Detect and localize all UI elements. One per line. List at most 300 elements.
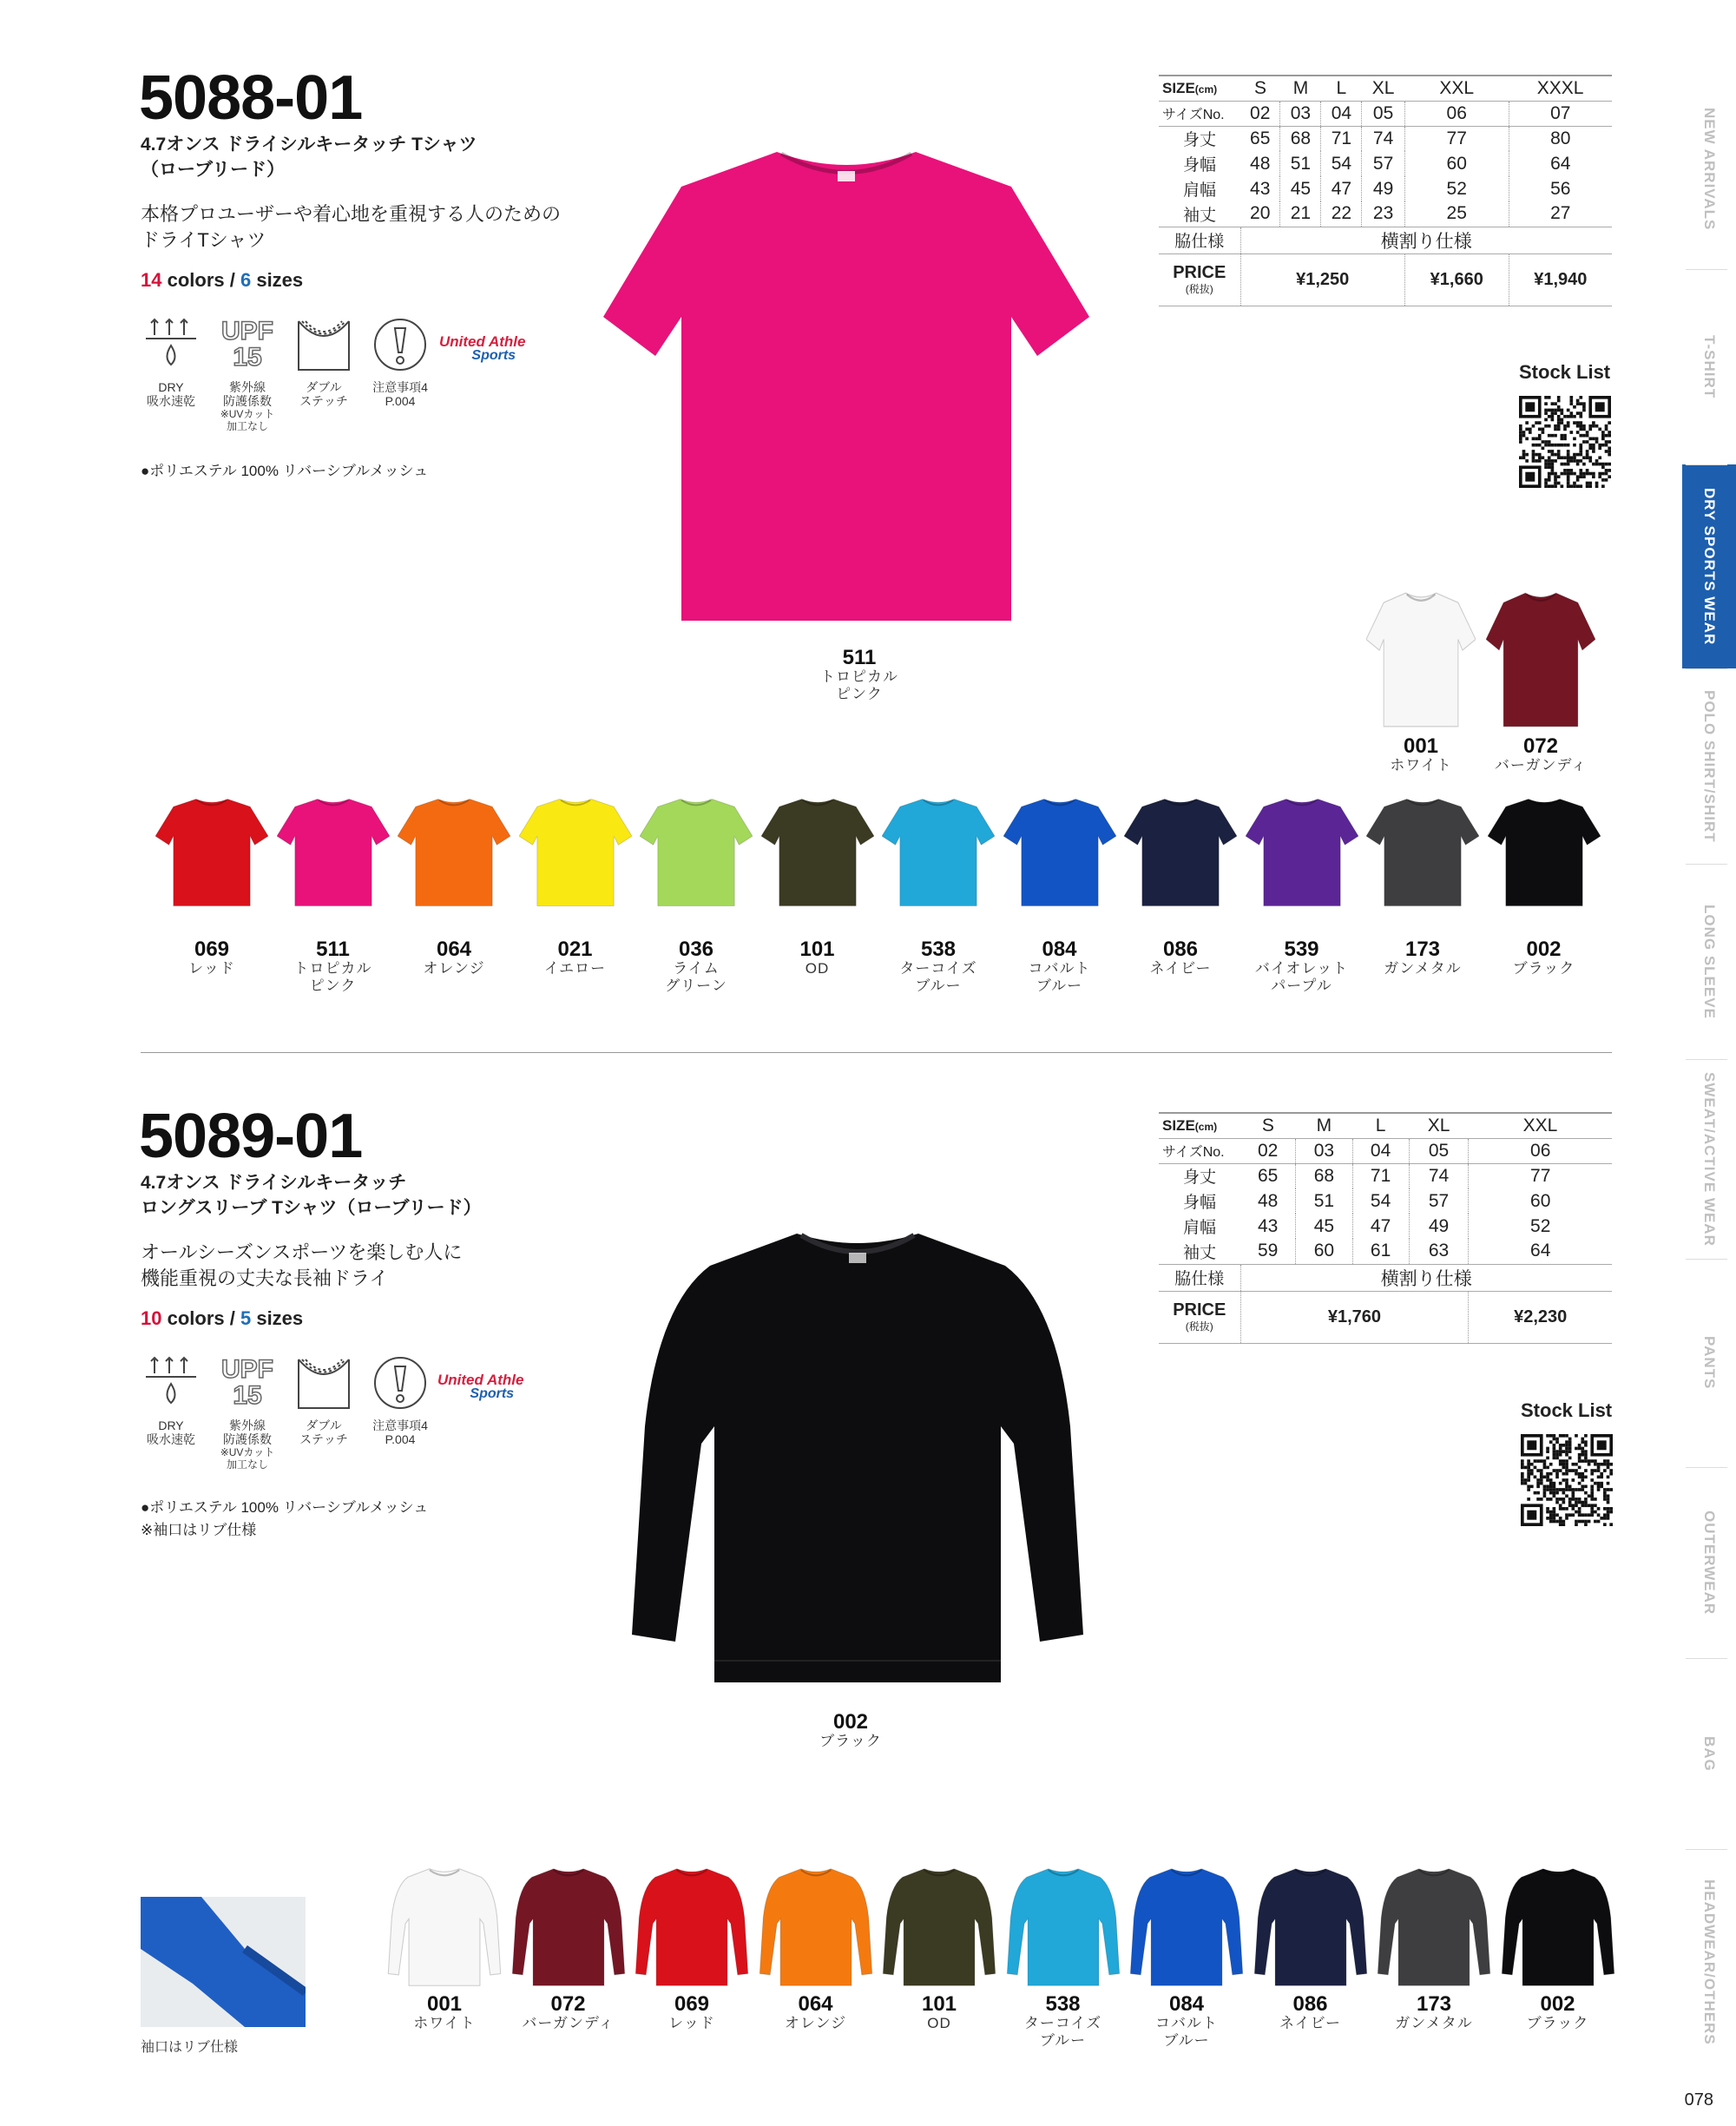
size-number: 02: [1250, 102, 1271, 123]
stock-list-qr-code[interactable]: [1521, 1434, 1613, 1526]
side-nav-label: T-SHIRT: [1701, 334, 1718, 399]
sizes-word: sizes: [251, 269, 304, 291]
main-color-name1: トロピカル: [820, 668, 898, 685]
size-unit: (cm): [1194, 82, 1218, 95]
measure-value: 74: [1409, 1163, 1469, 1188]
swatch-code: 539: [1284, 938, 1319, 961]
measure-value: 22: [1321, 201, 1362, 227]
measure-value: 51: [1280, 151, 1321, 176]
price-value: ¥1,760: [1240, 1291, 1469, 1343]
swatch-label: [1364, 1994, 1503, 2032]
price-label: [1159, 253, 1240, 306]
swatch-color-name: OD: [805, 960, 830, 977]
feature-label: ダブル: [306, 380, 342, 394]
side-nav-item[interactable]: [1682, 1467, 1736, 1658]
feature-double-stitch: [293, 314, 354, 432]
feature-label: P.004: [385, 1432, 416, 1446]
swatch-code: 101: [799, 938, 835, 961]
feature-label: DRY: [158, 1418, 184, 1432]
caution-icon: [370, 1353, 431, 1413]
swatch-color-name: ホワイト: [1390, 757, 1452, 773]
size-number: 03: [1296, 1138, 1352, 1163]
colors-word: colors /: [161, 269, 240, 291]
swatch-label: [1489, 1994, 1628, 2032]
side-nav-label: OUTERWEAR: [1701, 1510, 1718, 1616]
swatch-color-name: バーガンディ: [522, 2015, 615, 2031]
stock-list-label: Stock List: [1519, 361, 1611, 383]
swatch-label: [748, 939, 887, 977]
description-line1: オールシーズンスポーツを楽しむ人に: [141, 1241, 463, 1263]
measure-value: 71: [1321, 126, 1362, 151]
swatch-image[interactable]: [511, 1866, 626, 1992]
swatch-image[interactable]: [155, 797, 268, 912]
measure-value: 68: [1296, 1163, 1352, 1188]
product-name-line1: 4.7オンス ドライシルキータッチ: [141, 1173, 407, 1193]
measure-value: 52: [1469, 1214, 1612, 1239]
measure-label: 袖丈: [1182, 206, 1216, 225]
swatch-image[interactable]: [1124, 797, 1237, 912]
size-unit: (cm): [1194, 1120, 1218, 1133]
side-nav-divider: [1686, 1259, 1727, 1260]
feature-label: 加工なし: [226, 1458, 268, 1471]
swatch-label: [870, 1994, 1009, 2032]
swatch-color-name: レッド: [188, 960, 235, 977]
measure-value: 20: [1250, 203, 1271, 224]
product-description: [141, 201, 561, 253]
swatch-label: [375, 1994, 514, 2032]
brand-logo: [437, 1373, 523, 1401]
swatch-image[interactable]: [1488, 797, 1601, 912]
side-spec-label: 脇仕様: [1174, 233, 1225, 251]
main-product-image: [632, 1227, 1083, 1695]
side-nav-item[interactable]: [1682, 1658, 1736, 1849]
side-nav-divider: [1686, 668, 1727, 669]
measure-label: 身丈: [1182, 1168, 1216, 1188]
swatch-color-name: ブラック: [1526, 2015, 1589, 2031]
colors-sizes-count: [141, 269, 303, 292]
measure-value: 27: [1509, 201, 1612, 227]
feature-dry: [141, 314, 201, 432]
swatch-code: 072: [1522, 734, 1559, 758]
material-line2: ※袖口はリブ仕様: [141, 1522, 257, 1538]
swatch-color-name: バイオレット: [1254, 960, 1349, 977]
side-nav-divider: [1686, 269, 1727, 270]
size-table: [1159, 75, 1612, 306]
feature-label: 吸水速乾: [147, 394, 195, 408]
swatch-image[interactable]: [519, 797, 632, 912]
measure-value: 61: [1352, 1239, 1409, 1264]
upf-value: 15: [233, 1381, 262, 1410]
colors-word: colors /: [161, 1307, 240, 1329]
upf-icon: [217, 314, 278, 375]
side-nav-item[interactable]: [1682, 668, 1736, 864]
swatch-code: 002: [1540, 1992, 1575, 2016]
size-number: 04: [1352, 1138, 1409, 1163]
brand-line2: Sports: [471, 348, 516, 363]
side-nav-item[interactable]: [1682, 1849, 1736, 2075]
swatch-label: [994, 1994, 1133, 2050]
cuff-detail-caption: 袖口はリブ仕様: [141, 2040, 239, 2055]
cuff-detail-image: [141, 1897, 306, 2027]
feature-dry: [141, 1353, 201, 1471]
main-color-label: [781, 648, 937, 703]
swatch-image[interactable]: [387, 1866, 502, 1992]
swatch-label: [142, 939, 281, 977]
swatch-label: [1233, 939, 1371, 995]
swatch-image[interactable]: [882, 1866, 996, 1992]
measure-value: 52: [1404, 176, 1509, 201]
swatch-image[interactable]: [640, 797, 753, 912]
feature-label: 注意事項4: [372, 380, 428, 394]
measure-value: 48: [1257, 1190, 1279, 1211]
main-color-code: 002: [832, 1710, 869, 1734]
product-description: [141, 1240, 462, 1292]
size-xl: XL: [1427, 1115, 1450, 1135]
swatch-code: 086: [1162, 938, 1199, 961]
product-name-line2: ロングスリーブ Tシャツ（ローブリード）: [141, 1198, 482, 1218]
size-s: S: [1253, 77, 1266, 98]
brand-line1: United Athle: [439, 333, 526, 350]
swatch-code: 069: [194, 938, 230, 961]
product-name: [141, 1170, 482, 1221]
measure-value: 57: [1362, 151, 1404, 176]
swatch-label: [746, 1994, 885, 2032]
swatch-color-name: トロピカル: [293, 960, 372, 977]
swatch-color-name2: パープル: [1271, 977, 1332, 994]
size-xxl: XXL: [1439, 77, 1475, 98]
side-nav-item[interactable]: [1682, 1259, 1736, 1467]
feature-label: 防護係数: [223, 394, 272, 408]
side-nav-item[interactable]: [1682, 1059, 1736, 1259]
swatch-image[interactable]: [1129, 1866, 1244, 1992]
double-stitch-icon: [293, 1353, 354, 1413]
swatch-color-name: ホワイト: [413, 2015, 476, 2031]
swatch-label: [1117, 1994, 1256, 2050]
side-nav-item[interactable]: [1682, 69, 1736, 269]
measure-value: 77: [1469, 1163, 1612, 1188]
swatch-code: 173: [1404, 938, 1441, 961]
swatch-code: 538: [1045, 1992, 1081, 2016]
measure-value: 65: [1250, 128, 1271, 148]
size-l: L: [1375, 1115, 1386, 1135]
caution-icon: [370, 314, 431, 375]
brand-line1: United Athle: [437, 1372, 524, 1388]
main-product-image: [603, 143, 1089, 629]
swatch-color-name2: ピンク: [309, 977, 357, 994]
measure-value: 45: [1296, 1214, 1352, 1239]
size-number: 04: [1321, 101, 1362, 126]
dry-icon: [141, 314, 201, 375]
swatch-code: 064: [798, 1992, 833, 2016]
feature-upf: [217, 1353, 278, 1471]
swatch-color-name: ターコイズ: [899, 960, 977, 977]
feature-label: 紫外線: [229, 380, 266, 394]
measure-value: 56: [1509, 176, 1612, 201]
swatch-image[interactable]: [277, 797, 390, 912]
side-nav-label: NEW ARRIVALS: [1701, 108, 1718, 231]
size-label: SIZE: [1162, 79, 1195, 96]
feature-caution: [370, 314, 431, 432]
size-header: [1159, 76, 1240, 101]
measure-value: 71: [1352, 1163, 1409, 1188]
upf-value: 15: [233, 343, 262, 372]
product-name-line2: （ローブリード）: [141, 160, 286, 180]
swatch-color-name: オレンジ: [784, 2015, 847, 2031]
swatch-label: [506, 939, 645, 977]
measure-value: 43: [1257, 1215, 1279, 1236]
size-number: 05: [1362, 101, 1404, 126]
size-number-label: サイズNo.: [1162, 1145, 1225, 1160]
sizes-word: sizes: [251, 1307, 304, 1329]
swatch-color-name: レッド: [668, 2015, 715, 2031]
swatch-image[interactable]: [1501, 1866, 1615, 1992]
measure-value: 54: [1352, 1188, 1409, 1214]
swatch-color-name: イエロー: [543, 960, 607, 977]
measure-value: 45: [1280, 176, 1321, 201]
measure-label: 身幅: [1182, 1194, 1216, 1212]
measure-value: 23: [1362, 201, 1404, 227]
feature-caution: [370, 1353, 431, 1471]
size-m: M: [1292, 77, 1309, 98]
side-nav-label: SWEAT/ACTIVE WEAR: [1701, 1071, 1718, 1247]
swatch-color-name: オレンジ: [423, 960, 485, 977]
side-nav-divider: [1686, 1467, 1727, 1468]
swatch-color-name: ターコイズ: [1023, 2015, 1102, 2031]
swatch-code: 036: [678, 938, 714, 961]
size-m: M: [1316, 1115, 1332, 1135]
price-value: ¥1,660: [1404, 253, 1509, 306]
swatch-image[interactable]: [398, 797, 510, 912]
side-nav-label: BAG: [1701, 1735, 1718, 1772]
brand-logo: [439, 335, 525, 363]
swatch-code: 511: [316, 938, 350, 961]
dry-icon: [141, 1353, 201, 1413]
size-label: SIZE: [1162, 1116, 1195, 1134]
feature-label: DRY: [158, 380, 184, 394]
size-number: 03: [1280, 101, 1321, 126]
feature-label: 加工なし: [226, 420, 268, 432]
swatch-label: [869, 939, 1008, 995]
side-nav-divider: [1686, 1849, 1727, 1850]
price-value: ¥1,250: [1240, 253, 1404, 306]
measure-label: 身幅: [1182, 156, 1216, 174]
feature-double-stitch: [293, 1353, 354, 1471]
swatch-image[interactable]: [1253, 1866, 1368, 1992]
upf-label: UPF: [221, 1355, 273, 1384]
stock-list-label: Stock List: [1521, 1399, 1613, 1421]
stock-list-qr-code[interactable]: [1519, 396, 1611, 488]
side-nav-divider: [1686, 864, 1727, 865]
side-spec-value: 横割り仕様: [1240, 1264, 1612, 1291]
size-number: 06: [1404, 101, 1509, 126]
side-nav-label: POLO SHIRT/SHIRT: [1701, 689, 1718, 843]
swatch-color-name: ネイビー: [1149, 960, 1212, 977]
swatch-code: 538: [920, 938, 957, 961]
swatch-color-name2: ブルー: [1036, 977, 1083, 994]
swatch-color-name: ネイビー: [1279, 2015, 1341, 2031]
size-l: L: [1336, 77, 1347, 98]
side-nav-divider: [1686, 464, 1727, 465]
swatch-label: [1471, 736, 1610, 774]
measure-label: 肩幅: [1182, 1219, 1216, 1237]
swatch-image[interactable]: [1006, 1866, 1121, 1992]
price-title: PRICE: [1173, 262, 1226, 282]
price-title: PRICE: [1173, 1300, 1226, 1320]
measure-label: 肩幅: [1182, 181, 1216, 200]
measure-value: 49: [1362, 176, 1404, 201]
feature-upf: [217, 314, 278, 432]
measure-value: 49: [1409, 1214, 1469, 1239]
swatch-color-name2: ブルー: [1163, 2032, 1210, 2049]
size-xxl: XXL: [1522, 1115, 1558, 1135]
material-line1: ●ポリエステル 100% リバーシブルメッシュ: [141, 463, 429, 479]
measure-value: 63: [1409, 1239, 1469, 1264]
measure-value: 54: [1321, 151, 1362, 176]
side-nav-label: DRY SPORTS WEAR: [1701, 487, 1718, 646]
product-code: 5088-01: [139, 63, 363, 133]
swatch-code: 084: [1042, 938, 1077, 961]
size-xxxl: XXXL: [1536, 77, 1584, 98]
swatch-label: [1241, 1994, 1380, 2032]
feature-label: 吸水速乾: [147, 1432, 195, 1446]
colors-count: 10: [141, 1307, 162, 1329]
feature-label: ダブル: [306, 1418, 342, 1432]
swatch-label: [499, 1994, 638, 2032]
size-header: [1159, 1113, 1240, 1138]
measure-value: 80: [1509, 126, 1612, 151]
swatch-color-name: コバルト: [1155, 2015, 1218, 2031]
size-s: S: [1261, 1115, 1274, 1135]
side-spec-value: 横割り仕様: [1240, 227, 1612, 253]
swatch-image[interactable]: [1003, 797, 1116, 912]
main-color-label: [773, 1712, 929, 1750]
product-name: [141, 132, 477, 182]
swatch-image[interactable]: [1246, 797, 1358, 912]
swatch-image[interactable]: [759, 1866, 873, 1992]
swatch-image[interactable]: [1366, 797, 1479, 912]
swatch-code: 086: [1292, 1992, 1328, 2016]
size-number: 07: [1509, 101, 1612, 126]
swatch-code: 001: [1403, 734, 1439, 758]
main-color-name2: ピンク: [836, 686, 883, 702]
feature-label: 紫外線: [229, 1418, 266, 1432]
size-number-label: サイズNo.: [1162, 108, 1225, 122]
measure-value: 68: [1280, 126, 1321, 151]
colors-count: 14: [141, 269, 162, 291]
price-label: [1159, 1291, 1240, 1343]
swatch-label: [1111, 939, 1250, 977]
section-divider: [141, 1052, 1612, 1053]
feature-label: ※UVカット: [220, 408, 275, 420]
size-number: 02: [1257, 1140, 1279, 1161]
measure-value: 64: [1509, 151, 1612, 176]
measure-value: 25: [1404, 201, 1509, 227]
double-stitch-icon: [293, 314, 354, 375]
side-nav-divider: [1686, 1658, 1727, 1659]
swatch-label: [1475, 939, 1614, 977]
swatch-image[interactable]: [1366, 590, 1476, 734]
description-line1: 本格プロユーザーや着心地を重視する人のための: [141, 203, 562, 225]
measure-value: 74: [1362, 126, 1404, 151]
measure-label: 身丈: [1182, 131, 1216, 150]
measure-value: 59: [1257, 1241, 1279, 1261]
upf-label: UPF: [221, 317, 273, 346]
swatch-color-name: ブラック: [1512, 960, 1575, 977]
swatch-label: [264, 939, 403, 995]
brand-line2: Sports: [470, 1386, 515, 1401]
measure-value: 60: [1296, 1239, 1352, 1264]
swatch-image[interactable]: [882, 797, 995, 912]
main-color-name1: ブラック: [819, 1733, 882, 1749]
measure-value: 43: [1250, 178, 1271, 199]
product-code: 5089-01: [139, 1102, 363, 1171]
feature-icons: [141, 1353, 431, 1471]
price-tax-note: (税抜): [1185, 1320, 1213, 1333]
material-line1: ●ポリエステル 100% リバーシブルメッシュ: [141, 1499, 429, 1516]
side-nav-label: PANTS: [1701, 1336, 1718, 1390]
size-number: 06: [1469, 1138, 1612, 1163]
side-nav-item[interactable]: [1682, 864, 1736, 1059]
feature-label: ステッチ: [299, 394, 348, 408]
price-value: ¥2,230: [1469, 1291, 1612, 1343]
swatch-code: 001: [426, 1992, 463, 2016]
swatch-color-name2: グリーン: [665, 977, 727, 994]
swatch-color-name: ライム: [673, 960, 720, 977]
upf-icon: [217, 1353, 278, 1413]
swatch-color-name: ガンメタル: [1384, 960, 1462, 977]
measure-value: 47: [1321, 176, 1362, 201]
product-name-line1: 4.7オンス ドライシルキータッチ Tシャツ: [141, 135, 477, 155]
swatch-image[interactable]: [635, 1866, 749, 1992]
swatch-label: [990, 939, 1129, 995]
feature-icons: [141, 314, 431, 432]
measure-label: 袖丈: [1182, 1243, 1216, 1262]
measure-value: 65: [1257, 1165, 1279, 1186]
swatch-image[interactable]: [1486, 590, 1595, 734]
swatch-code: 064: [436, 938, 472, 961]
swatch-code: 173: [1416, 1992, 1452, 2016]
measure-value: 21: [1280, 201, 1321, 227]
swatch-code: 021: [557, 938, 593, 961]
swatch-color-name2: ブルー: [915, 977, 962, 994]
swatch-color-name: コバルト: [1028, 960, 1091, 977]
price-value: ¥1,940: [1509, 253, 1612, 306]
swatch-label: [1351, 736, 1490, 774]
sizes-count: 6: [240, 269, 252, 291]
measure-value: 48: [1250, 153, 1271, 174]
swatch-label: [1353, 939, 1492, 977]
colors-sizes-count: [141, 1307, 303, 1330]
material-note: [141, 460, 428, 483]
swatch-label: [627, 939, 766, 995]
measure-value: 64: [1469, 1239, 1612, 1264]
measure-value: 60: [1404, 151, 1509, 176]
swatch-label: [622, 1994, 761, 2032]
measure-value: 60: [1469, 1188, 1612, 1214]
feature-label: 防護係数: [223, 1432, 272, 1446]
swatch-image[interactable]: [761, 797, 874, 912]
measure-value: 57: [1409, 1188, 1469, 1214]
sizes-count: 5: [240, 1307, 252, 1329]
feature-label: P.004: [385, 394, 416, 408]
size-table: [1159, 1112, 1612, 1344]
side-nav-item[interactable]: [1682, 269, 1736, 464]
main-color-code: 511: [842, 646, 877, 669]
swatch-image[interactable]: [1377, 1866, 1491, 1992]
swatch-label: [385, 939, 523, 977]
side-nav-item[interactable]: [1682, 464, 1736, 668]
side-nav-label: LONG SLEEVE: [1701, 904, 1718, 1019]
